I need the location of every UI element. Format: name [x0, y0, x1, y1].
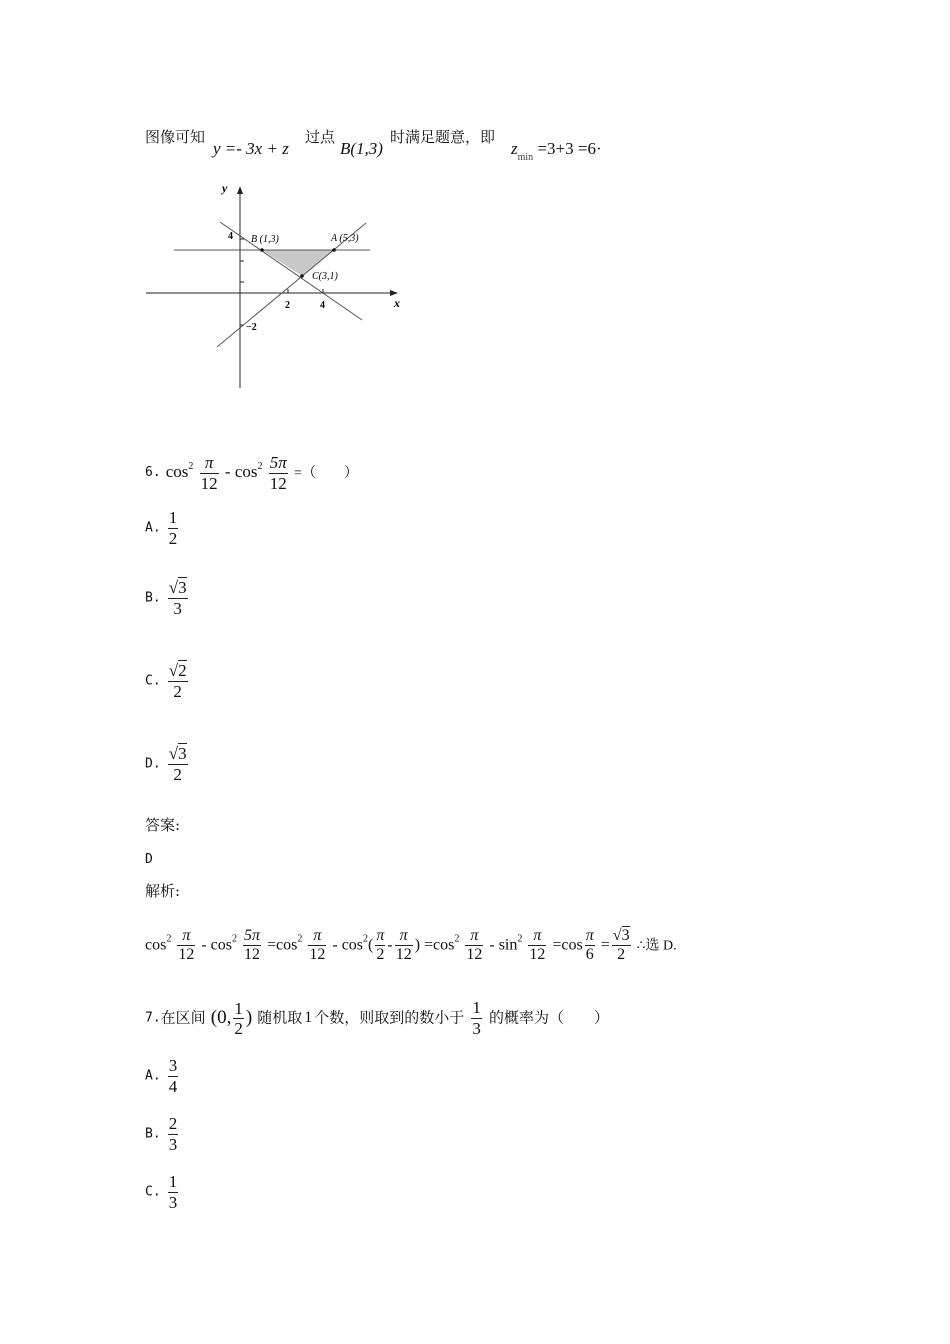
fraction-den: 12 [395, 946, 412, 964]
tick-label-x2: 2 [285, 300, 290, 311]
q7-number: 7. [145, 1010, 161, 1026]
point-c-dot [300, 274, 304, 278]
answer-blank: =（ ） [294, 465, 358, 481]
point-a-dot [332, 248, 336, 252]
minus-sign: - [332, 936, 338, 954]
tick-label-x4: 4 [320, 300, 325, 311]
intro-line [145, 130, 205, 145]
intro-zmin [511, 139, 602, 163]
fraction-num: 1 [472, 998, 481, 1017]
fraction-num: π [177, 927, 195, 946]
q7-text: 的概率为（ ） [488, 1008, 609, 1027]
minus-sign: - [387, 936, 393, 954]
fraction [465, 927, 483, 965]
fraction [585, 927, 595, 965]
point-a-label: A (5,3) [331, 233, 359, 244]
fraction [269, 453, 288, 493]
square-sup: 2 [517, 933, 523, 945]
fraction-den: 2 [234, 1019, 243, 1039]
zmin-sub: min [517, 152, 534, 163]
q7-interval [210, 998, 253, 1039]
q7-stem [145, 998, 609, 1039]
minus-sign: - [201, 936, 207, 954]
eq-sign: = [267, 936, 277, 954]
minus-sign: - [224, 461, 231, 481]
q6-expression [165, 453, 358, 493]
cos-fn: cos [561, 936, 583, 954]
y-axis-label: y [222, 181, 228, 195]
sqrt-sign: √ [168, 661, 179, 680]
sqrt-sign: √ [168, 578, 179, 597]
q6-stem [145, 453, 358, 493]
fraction-num: π [375, 927, 385, 946]
fraction-num: π [465, 927, 483, 946]
analysis-heading: 解析: [145, 882, 181, 900]
option-fraction [168, 661, 188, 701]
intro-suffix: 时满足题意，即 [390, 128, 496, 146]
answer-value: D [145, 852, 153, 867]
cos-fn: cos [234, 461, 258, 481]
fraction-den: 3 [168, 1192, 178, 1212]
fraction-num: 1 [168, 1172, 178, 1191]
zmin-var: z [511, 139, 518, 158]
q6-option-b [145, 578, 190, 618]
q6-number: 6. [145, 464, 161, 480]
fraction-den: 2 [168, 528, 178, 548]
intro-line-expr: y =- 3x + z [213, 139, 289, 158]
fraction-den: 12 [269, 473, 287, 493]
fraction [395, 927, 413, 965]
intro-point: B(1,3) [340, 139, 383, 158]
sqrt-sign: √ [168, 744, 179, 763]
fraction-num: π [308, 927, 326, 946]
fraction-den: 2 [173, 681, 182, 701]
fraction-den: 6 [585, 946, 594, 964]
eq-sign: = [424, 936, 434, 954]
fraction [375, 927, 385, 965]
option-fraction [168, 1114, 179, 1154]
q7-one: 1 [304, 1009, 313, 1027]
option-label: C. [145, 673, 161, 689]
q7-text: 随机取 [257, 1008, 303, 1027]
fraction-den: 12 [200, 473, 218, 493]
fraction-num: π [528, 927, 546, 946]
point-b-dot [260, 248, 264, 252]
square-sup: 2 [257, 460, 263, 472]
fraction-num: 5π [269, 453, 287, 472]
fraction-den: 2 [376, 946, 385, 964]
fraction [233, 999, 244, 1039]
q6-option-c [145, 661, 190, 701]
cos-fn: cos [210, 936, 232, 954]
fraction-den: 12 [178, 946, 195, 964]
cos-fn: cos [276, 936, 298, 954]
zmin-value: =3+3 =6· [537, 139, 602, 158]
fraction [243, 927, 261, 965]
feasible-region-graph [140, 180, 420, 395]
option-label: A. [145, 520, 161, 536]
square-sup: 2 [454, 933, 460, 945]
fraction-den: 4 [168, 1076, 178, 1096]
option-label: C. [145, 1184, 161, 1200]
sin-fn: sin [498, 936, 518, 954]
fraction-den: 12 [309, 946, 326, 964]
fraction-den: 3 [472, 1018, 481, 1038]
intro-mid: 过点 [305, 128, 336, 146]
fraction-den: 3 [173, 598, 182, 618]
fraction-num: 2 [168, 1114, 178, 1133]
fraction-den: 12 [529, 946, 546, 964]
cos-fn: cos [341, 936, 364, 954]
option-label: B. [145, 590, 161, 606]
eq-sign: = [600, 936, 610, 954]
option-fraction [168, 1056, 179, 1096]
fraction-num: 5π [243, 927, 261, 946]
square-sup: 2 [297, 933, 303, 945]
fraction [200, 453, 219, 493]
fraction [471, 998, 482, 1038]
q6-option-d [145, 744, 190, 784]
q7-option-b [145, 1114, 180, 1154]
x-axis-label: x [394, 296, 400, 310]
minus-sign: - [489, 936, 495, 954]
paren-close: ) [414, 936, 421, 954]
fraction [612, 927, 631, 965]
fraction-num: 1 [168, 508, 178, 527]
q6-option-a [145, 508, 180, 548]
interval-open: (0, [210, 1006, 232, 1028]
fraction-num: 2 [178, 661, 187, 680]
interval-close: ) [245, 1006, 253, 1028]
cos-fn: cos [145, 936, 167, 954]
analysis-conclusion: ∴选 D. [636, 938, 677, 954]
fraction-den: 3 [168, 1134, 178, 1154]
fraction-num: 3 [178, 744, 187, 763]
fraction [308, 927, 326, 965]
q7-text: 个数，则取到的数小于 [314, 1008, 465, 1027]
square-sup: 2 [188, 460, 194, 472]
q7-option-c [145, 1172, 180, 1212]
analysis-derivation [145, 927, 677, 965]
fraction [528, 927, 546, 965]
q7-text: 在区间 [160, 1008, 206, 1027]
square-sup: 2 [363, 933, 369, 945]
fraction-den: 12 [243, 946, 260, 964]
eq-sign: = [552, 936, 562, 954]
answer-heading: 答案: [145, 816, 181, 834]
option-label: A. [145, 1068, 161, 1084]
fraction-den: 12 [466, 946, 483, 964]
fraction-num: π [395, 927, 413, 946]
fraction-num: π [585, 927, 595, 946]
square-sup: 2 [231, 933, 237, 945]
fraction-num: 1 [234, 998, 243, 1018]
fraction-num: 3 [178, 578, 187, 597]
fraction-den: 2 [617, 946, 626, 964]
q7-option-a [145, 1056, 180, 1096]
intro-prefix: 图像可知 [145, 128, 206, 146]
point-c-label: C(3,1) [312, 271, 338, 282]
fraction-num: 3 [168, 1056, 178, 1075]
fraction-den: 2 [173, 764, 182, 784]
fraction [177, 927, 195, 965]
y-axis-arrow [237, 186, 243, 194]
tick-label-y-neg2: −2 [246, 322, 257, 333]
tick-label-y4: 4 [228, 231, 233, 242]
option-fraction [168, 1172, 179, 1212]
square-sup: 2 [166, 933, 172, 945]
cos-fn: cos [433, 936, 455, 954]
point-b-label: B (1,3) [251, 234, 279, 245]
paren-open: ( [368, 936, 374, 954]
option-fraction [168, 508, 179, 548]
fraction-num: π [200, 453, 219, 474]
option-fraction [168, 744, 188, 784]
option-label: B. [145, 1126, 161, 1142]
option-fraction [168, 578, 188, 618]
sqrt-sign: √ [612, 927, 622, 944]
fraction-num: 3 [621, 927, 630, 944]
cos-fn: cos [165, 461, 189, 481]
option-label: D. [145, 756, 161, 772]
